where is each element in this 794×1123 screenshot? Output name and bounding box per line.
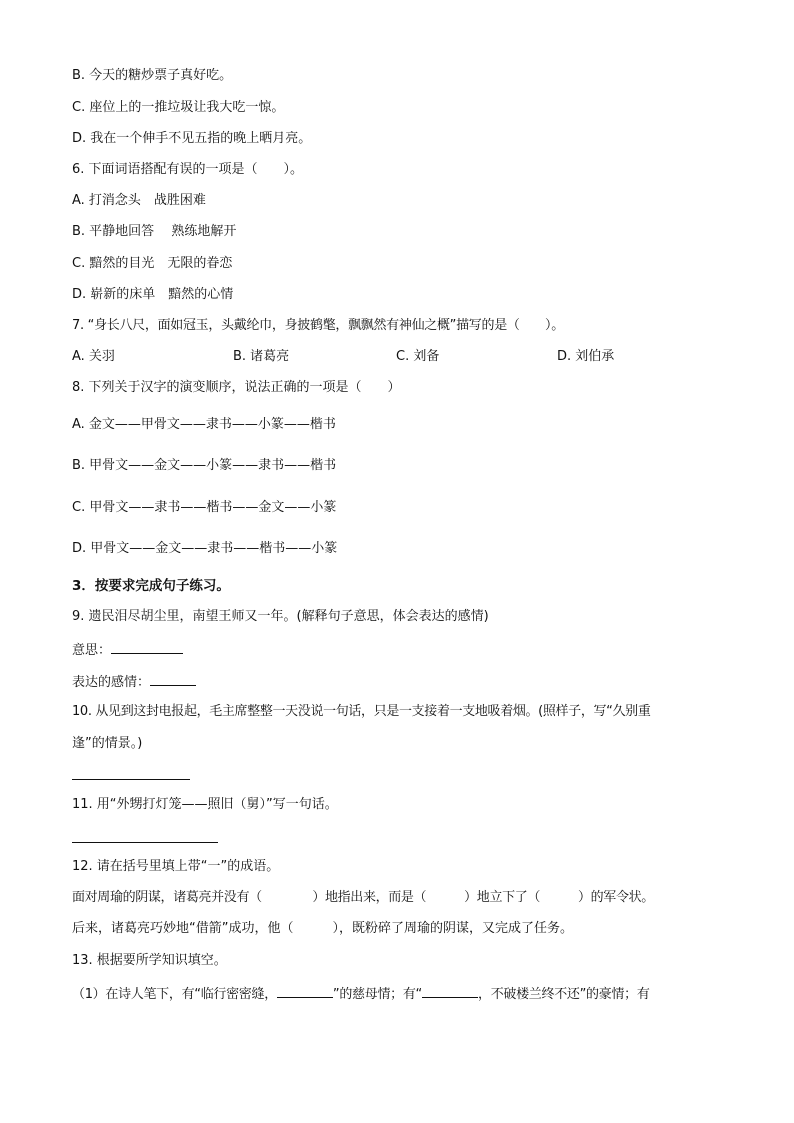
q7-stem: 7. “身长八尺，面如冠玉，头戴纶巾，身披鹤氅，飘飘然有神仙之概”描写的是（ ）。 <box>72 318 564 333</box>
q12-line1: 面对周瑜的阴谋，诸葛亮并没有（ ）地指出来，而是（ ）地立下了（ ）的军令状。 <box>72 890 654 905</box>
q7-option-c: C. 刘备 <box>396 349 440 364</box>
q12-line2: 后来，诸葛亮巧妙地“借箭”成功，他（ ），既粉碎了周瑜的阴谋，又完成了任务。 <box>72 921 573 936</box>
q12-stem: 12. 请在括号里填上带“一”的成语。 <box>72 859 280 874</box>
q9-emotion-label: 表达的感情： <box>72 675 151 690</box>
q13-part1-mid: ”的慈母情；有“ <box>332 987 422 1002</box>
q10-answer-line[interactable] <box>72 779 190 780</box>
q6-stem: 6. 下面词语搭配有误的一项是（ ）。 <box>72 162 304 177</box>
q9-meaning-row <box>72 640 183 660</box>
q13-blank-1[interactable] <box>277 984 333 998</box>
q7-option-d: D. 刘伯承 <box>557 349 615 364</box>
q9-emotion-blank[interactable] <box>150 672 196 686</box>
q13-part1-end: ，不破楼兰终不还”的豪情；有 <box>478 987 650 1002</box>
q10-stem-line2: 逢”的情景。) <box>72 736 143 751</box>
q13-part1 <box>72 984 650 1004</box>
q8-option-d: D. 甲骨文——金文——隶书——楷书——小篆 <box>72 541 338 556</box>
q9-stem: 9. 遗民泪尽胡尘里，南望王师又一年。(解释句子意思，体会表达的感情) <box>72 609 489 624</box>
q6-option-d: D. 崭新的床单 黯然的心情 <box>72 287 234 302</box>
q13-blank-2[interactable] <box>422 984 478 998</box>
q9-meaning-label: 意思： <box>72 643 112 658</box>
q8-option-b: B. 甲骨文——金文——小篆——隶书——楷书 <box>72 458 337 473</box>
q11-stem: 11. 用“外甥打灯笼——照旧（舅）”写一句话。 <box>72 797 338 812</box>
q10-stem-line1: 10. 从见到这封电报起，毛主席整整一天没说一句话，只是一支接着一支地吸着烟。(照样子，写“久别重 <box>72 704 651 719</box>
q8-option-c: C. 甲骨文——隶书——楷书——金文——小篆 <box>72 500 337 515</box>
q9-emotion-row <box>72 672 196 692</box>
q13-stem: 13. 根据要所学知识填空。 <box>72 953 227 968</box>
q8-stem: 8. 下列关于汉字的演变顺序，说法正确的一项是（ ） <box>72 380 401 395</box>
q9-meaning-blank[interactable] <box>111 640 183 654</box>
q5-option-b: B. 今天的糖炒票子真好吃。 <box>72 68 233 83</box>
q8-option-a: A. 金文——甲骨文——隶书——小篆——楷书 <box>72 417 336 432</box>
q6-option-b: B. 平静地回答 熟练地解开 <box>72 224 237 239</box>
q5-option-d: D. 我在一个伸手不见五指的晚上晒月亮。 <box>72 131 312 146</box>
q13-part1-start: （1）在诗人笔下，有“临行密密缝， <box>72 987 277 1002</box>
q5-option-c: C. 座位上的一推垃圾让我大吃一惊。 <box>72 100 285 115</box>
q6-option-a: A. 打消念头 战胜困难 <box>72 193 206 208</box>
q6-option-c: C. 黯然的目光 无限的眷恋 <box>72 256 233 271</box>
q11-answer-line[interactable] <box>72 842 218 843</box>
q7-option-b: B. 诸葛亮 <box>233 349 290 364</box>
section3-title: 3．按要求完成句子练习。 <box>72 578 230 594</box>
q7-option-a: A. 关羽 <box>72 349 115 364</box>
